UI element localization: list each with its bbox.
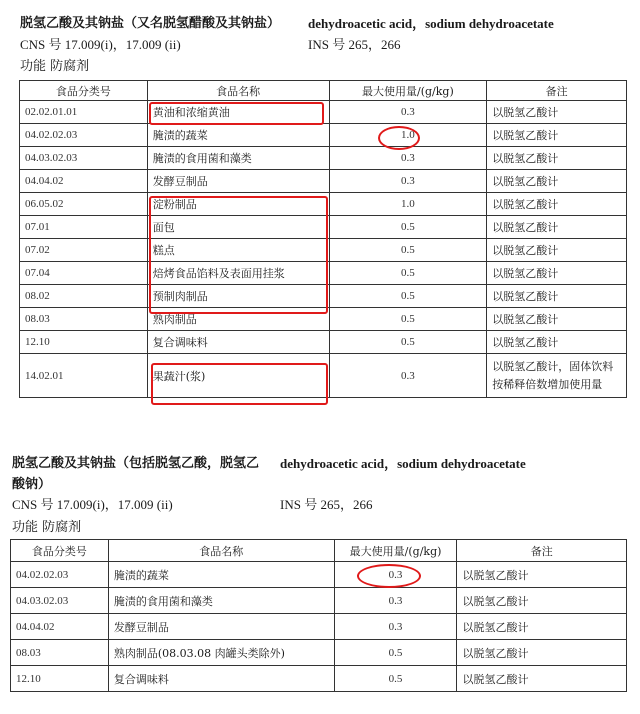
section2-function: 功能 防腐剂 [12,520,82,535]
cell-code: 08.03 [11,640,109,666]
table-row [20,101,627,124]
cell-max-usage: 0.5 [329,331,487,354]
cell-code: 04.03.02.03 [11,588,109,614]
cell-note: 以脱氢乙酸计 [457,562,627,588]
section2-title-cn-1: 脱氢乙酸及其钠盐（包括脱氢乙酸，脱氢乙 [12,456,260,471]
table-row [20,239,627,262]
header-name: 食品名称 [108,540,334,562]
cell-code: 08.03 [20,308,148,331]
table-row [11,614,627,640]
cell-note: 以脱氢乙酸计 [487,147,627,170]
cell-code: 12.10 [11,666,109,692]
cell-max-usage: 0.3 [329,101,487,124]
cell-max-usage: 1.0 [329,193,487,216]
cell-max-usage: 0.3 [334,588,457,614]
section2-table [10,539,627,692]
table-row [11,666,627,692]
table-row [11,640,627,666]
cell-food-name: 黄油和浓缩黄油 [147,101,329,124]
section1-title-cn: 脱氢乙酸及其钠盐（又名脱氢醋酸及其钠盐） [20,16,281,31]
cell-note: 以脱氢乙酸计 [487,285,627,308]
table-header-row [11,540,627,562]
cell-max-usage: 0.3 [329,147,487,170]
cell-food-name: 复合调味料 [108,666,334,692]
table-row [20,308,627,331]
table-row [20,193,627,216]
header-note: 备注 [487,81,627,101]
cell-max-usage: 0.5 [329,239,487,262]
cell-note: 以脱氢乙酸计 [457,588,627,614]
section2-cns: CNS 号 17.009(i)，17.009 (ii) [12,497,173,512]
cell-food-name: 熟肉制品(08.03.08 肉罐头类除外) [108,640,334,666]
cell-max-usage: 0.3 [334,562,457,588]
cell-code: 07.02 [20,239,148,262]
cell-note: 以脱氢乙酸计 [487,124,627,147]
section1-table [19,80,627,398]
cell-code: 07.01 [20,216,148,239]
cell-max-usage: 0.5 [334,640,457,666]
cell-food-name: 淀粉制品 [147,193,329,216]
table-row [20,262,627,285]
table-row [11,562,627,588]
cell-max-usage: 1.0 [329,124,487,147]
cell-food-name: 面包 [147,216,329,239]
cell-code: 04.04.02 [20,170,148,193]
cell-code: 08.02 [20,285,148,308]
cell-max-usage: 0.5 [329,285,487,308]
table-header-row [20,81,627,101]
cell-code: 07.04 [20,262,148,285]
cell-note: 以脱氢乙酸计 [457,666,627,692]
cell-max-usage: 0.5 [329,216,487,239]
cell-food-name: 复合调味料 [147,331,329,354]
cell-note: 以脱氢乙酸计 [487,101,627,124]
cell-food-name: 糕点 [147,239,329,262]
cell-note: 以脱氢乙酸计 [487,239,627,262]
header-max: 最大使用量/(g/kg) [334,540,457,562]
table-row [20,285,627,308]
table-row [20,354,627,398]
cell-food-name: 发酵豆制品 [147,170,329,193]
section1-title-en: dehydroacetic acid，sodium dehydroacetate [308,16,554,31]
table-row [20,331,627,354]
header-name: 食品名称 [147,81,329,101]
cell-note: 以脱氢乙酸计 [487,216,627,239]
cell-code: 06.05.02 [20,193,148,216]
cell-note: 以脱氢乙酸计 [487,331,627,354]
cell-code: 12.10 [20,331,148,354]
header-max: 最大使用量/(g/kg) [329,81,487,101]
cell-note: 以脱氢乙酸计 [487,308,627,331]
table-row [11,588,627,614]
section1-function: 功能 防腐剂 [20,59,90,74]
cell-max-usage: 0.3 [329,170,487,193]
cell-food-name: 焙烤食品馅料及表面用挂浆 [147,262,329,285]
cell-note: 以脱氢乙酸计 [487,193,627,216]
section1-cns: CNS 号 17.009(i)，17.009 (ii) [20,37,181,52]
cell-note: 以脱氢乙酸计，固体饮料按稀释倍数增加使用量 [487,354,627,398]
section2-ins: INS 号 265，266 [280,497,373,512]
cell-note: 以脱氢乙酸计 [457,640,627,666]
cell-code: 02.02.01.01 [20,101,148,124]
cell-food-name: 预制肉制品 [147,285,329,308]
table-row [20,170,627,193]
section1-ins: INS 号 265，266 [308,37,401,52]
table-row [20,216,627,239]
cell-code: 04.02.02.03 [20,124,148,147]
section2-title-cn-2: 酸钠） [12,477,52,492]
cell-food-name: 腌渍的食用菌和藻类 [108,588,334,614]
header-code: 食品分类号 [11,540,109,562]
cell-max-usage: 0.5 [329,262,487,285]
cell-note: 以脱氢乙酸计 [487,262,627,285]
cell-max-usage: 0.5 [334,666,457,692]
cell-max-usage: 0.3 [334,614,457,640]
cell-code: 04.04.02 [11,614,109,640]
cell-max-usage: 0.5 [329,308,487,331]
cell-food-name: 腌渍的蔬菜 [147,124,329,147]
cell-food-name: 发酵豆制品 [108,614,334,640]
table-row [20,124,627,147]
header-note: 备注 [457,540,627,562]
cell-note: 以脱氢乙酸计 [457,614,627,640]
cell-code: 14.02.01 [20,354,148,398]
cell-food-name: 腌渍的蔬菜 [108,562,334,588]
table-row [20,147,627,170]
cell-note: 以脱氢乙酸计 [487,170,627,193]
cell-max-usage: 0.3 [329,354,487,398]
cell-food-name: 腌渍的食用菌和藻类 [147,147,329,170]
cell-code: 04.03.02.03 [20,147,148,170]
section2-title-en: dehydroacetic acid，sodium dehydroacetate [280,456,526,471]
cell-food-name: 熟肉制品 [147,308,329,331]
cell-code: 04.02.02.03 [11,562,109,588]
header-code: 食品分类号 [20,81,148,101]
cell-food-name: 果蔬汁(浆) [147,354,329,398]
